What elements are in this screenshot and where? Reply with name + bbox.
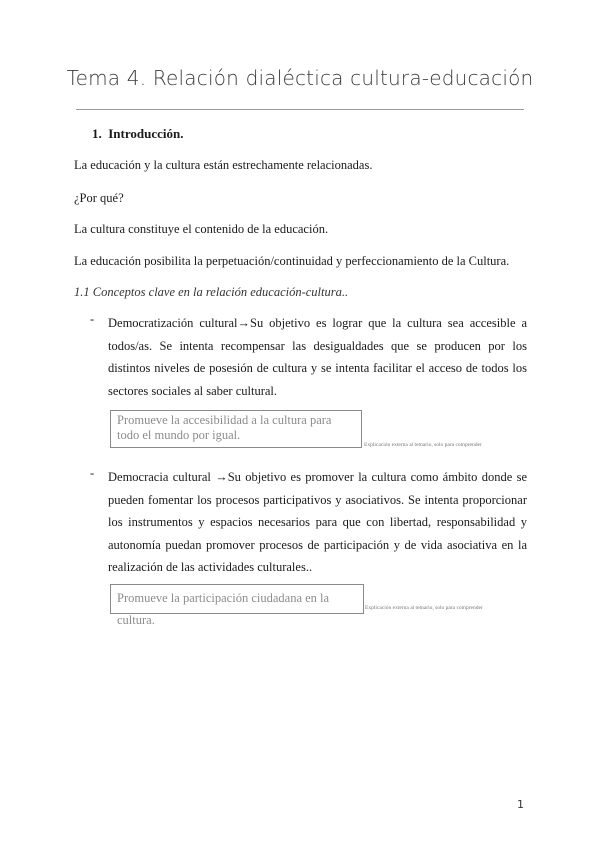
list-bullet: - (90, 312, 95, 326)
section-title: Introducción. (108, 126, 184, 141)
paragraph: La educación y la cultura están estrechamente relacionadas. (74, 158, 373, 172)
section-number: 1. (92, 126, 102, 141)
annotation-note: Explicación externa al temario, solo para comprender (365, 605, 483, 611)
paragraph: La cultura constituye el contenido de la educación. (74, 222, 329, 236)
annotation-note: Explicación externa al temario, solo para comprender (364, 442, 482, 448)
list-item (90, 312, 527, 402)
section-heading (92, 126, 184, 142)
annotation-box: Promueve la participación ciudadana en la cultura. (110, 584, 364, 614)
document-title: Tema 4. Relación dialéctica cultura-educación (66, 66, 534, 90)
page-number: 1 (517, 798, 524, 811)
annotation-box: Promueve la accesibilidad a la cultura para todo el mundo por igual. (110, 410, 362, 448)
paragraph: La educación posibilita la perpetuación/continuidad y perfeccionamiento de la Cultura. (74, 254, 510, 268)
list-item-text: Democratización cultural→Su objetivo es lograr que la cultura sea accesible a todos/as. Se intenta recompensar las desigualdades que se producen por los distintos niveles de posesión de cultura y se intenta facilitar el acceso de todos los sectores sociales al saber cultural. (108, 316, 527, 398)
title-divider (76, 109, 524, 110)
list-item-text: Democracia cultural →Su objetivo es promover la cultura como ámbito donde se pueden fomentar los procesos participativos y asociativos. Se intenta proporcionar los instrumentos y espacios necesarios para que con libertad, responsabilidad y autonomía puedan promover procesos de participación y de vida asociativa en la realización de las actividades culturales.. (108, 470, 527, 574)
list-item (90, 466, 527, 579)
paragraph: ¿Por qué? (74, 191, 124, 205)
list-bullet: - (90, 466, 95, 480)
subsection-heading: 1.1 Conceptos clave en la relación educación-cultura.. (74, 285, 349, 299)
